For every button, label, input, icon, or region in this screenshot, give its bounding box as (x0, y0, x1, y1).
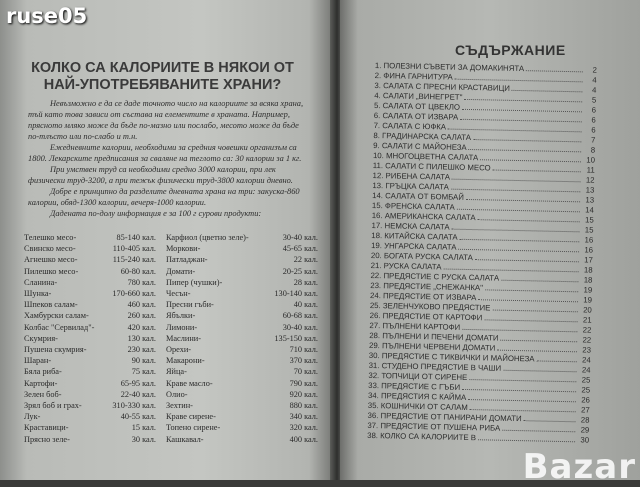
calorie-row (24, 254, 320, 265)
calorie-value: 22-40 кал. (120, 389, 156, 399)
calorie-row (24, 344, 320, 355)
toc-page-number: 13 (585, 185, 595, 195)
food-name: Краве сирене- (166, 412, 216, 422)
calorie-row (24, 310, 320, 321)
food-name: Домати- (166, 266, 196, 276)
calorie-value: 230 кал. (127, 345, 156, 355)
calories-title-line1: КОЛКО СА КАЛОРИИТЕ В НЯКОИ ОТ (31, 60, 294, 76)
toc-title: 25. ЗЕЛЕНЧУКОВО ПРЕДЯСТИЕ (369, 300, 491, 313)
toc-page-number: 23 (582, 345, 592, 355)
toc-page-number: 2 (592, 65, 597, 75)
calorie-value: 340 кал. (289, 412, 318, 422)
food-name: Кашкавал- (166, 434, 204, 444)
toc-page-number: 13 (585, 195, 595, 205)
calorie-value: 22 кал. (293, 255, 318, 265)
food-name: Картофи- (24, 378, 58, 388)
toc-leader-dots (484, 314, 577, 322)
toc-title: 21. РУСКА САЛАТА (370, 260, 442, 272)
calorie-row (24, 277, 320, 288)
toc-title: 29. ПЪЛНЕНИ ЧЕРВЕНИ ДОМАТИ (368, 340, 496, 353)
toc-page-number: 14 (585, 205, 595, 215)
toc-leader-dots (468, 394, 576, 402)
intro-paragraph: Невъзможно е да се даде точното число на калориите за всяка храна, тъй като това зависи от състава на елементите в храната. Например, прясното мляко може да бъде по-мазно или послабо, месото може да бъде по-тлъсто или по-слабо и т.н. (28, 99, 304, 141)
toc-title: 16. АМЕРИКАНСКА САЛАТА (371, 210, 476, 223)
calorie-value: 85-140 кал. (116, 233, 156, 242)
food-name: Пипер (чушки)- (166, 277, 223, 287)
toc-leader-dots (478, 214, 580, 222)
food-name: Моркови- (166, 244, 201, 254)
food-name: Телешко месо- (24, 233, 77, 242)
calories-title (30, 60, 295, 94)
toc-leader-dots (466, 194, 580, 202)
calorie-value: 110-405 кал. (112, 244, 156, 254)
toc-leader-dots (469, 374, 576, 382)
calorie-value: 75 кал. (131, 367, 156, 377)
calorie-row (24, 422, 320, 433)
calorie-value: 90 кал. (131, 356, 156, 366)
calorie-row (24, 366, 320, 377)
calorie-value: 170-660 кал. (112, 289, 156, 299)
food-name: Топено сирене- (166, 423, 221, 433)
toc-leader-dots (500, 335, 577, 343)
toc-page-number: 4 (592, 75, 597, 85)
calorie-table (24, 232, 320, 445)
food-name: Пилешко месо- (24, 266, 79, 276)
toc-page-number: 16 (584, 235, 594, 245)
toc-page-number: 27 (580, 405, 590, 415)
toc-page-number: 24 (582, 355, 591, 365)
food-name: Шунка- (24, 289, 52, 299)
watermark-top: ruse05 (6, 4, 88, 28)
food-name: Олио- (166, 389, 188, 399)
food-name: Хамбурски салам- (24, 311, 89, 321)
food-name: Яйца- (166, 367, 187, 377)
toc-page-number: 22 (582, 325, 592, 335)
calorie-value: 370 кал. (289, 356, 318, 366)
food-name: Краве масло- (166, 378, 213, 388)
calorie-row (24, 288, 320, 299)
food-name: Прясно зеле- (24, 434, 70, 444)
food-name: Краставици- (24, 423, 69, 433)
toc-page-number: 16 (584, 245, 594, 255)
calorie-value: 710 кал. (289, 345, 318, 355)
toc-title: 36. ПРЕДЯСТИЕ ОТ ПАНИРАНИ ДОМАТИ (367, 410, 522, 424)
calorie-value: 30-40 кал. (282, 233, 318, 242)
toc-title: 32. ТОПЧИЦИ ОТ СИРЕНЕ (368, 370, 468, 383)
food-name: Бяла риба- (24, 367, 62, 377)
calorie-row (24, 266, 320, 277)
toc-page-number: 17 (584, 255, 593, 265)
toc-page-number: 6 (591, 105, 597, 115)
toc-leader-dots (485, 284, 578, 292)
toc-leader-dots (470, 404, 576, 412)
toc-leader-dots (493, 164, 581, 172)
calorie-value: 790 кал. (289, 378, 318, 388)
calorie-value: 40-55 кал. (120, 412, 156, 422)
calorie-value: 20-25 кал. (282, 266, 318, 276)
calorie-value: 70 кал. (293, 367, 318, 377)
calorie-value: 30 кал. (131, 434, 156, 444)
toc-leader-dots (536, 355, 576, 362)
food-name: Макарони- (166, 356, 205, 366)
watermark-bottom: Bazar (522, 447, 636, 487)
toc-title: 35. КОШНИЧКИ ОТ САЛАМ (367, 400, 468, 413)
toc-title: 26. ПРЕДЯСТИЕ ОТ КАРТОФИ (369, 310, 483, 323)
toc-page-number: 25 (581, 375, 591, 385)
calorie-row (24, 434, 320, 445)
food-name: Свинско месо- (24, 244, 76, 254)
toc-page-number: 18 (583, 265, 593, 275)
toc-title: 18. КИТАЙСКА САЛАТА (371, 230, 458, 242)
toc-page-number: 15 (584, 225, 594, 235)
calorie-row (24, 400, 320, 411)
toc-title: 2. ФИНА ГАРНИТУРА (374, 70, 453, 82)
food-name: Агнешко месо- (24, 255, 78, 265)
toc-page-number: 18 (583, 275, 593, 285)
calorie-row (24, 243, 320, 254)
toc-leader-dots (503, 365, 576, 373)
toc-leader-dots (457, 204, 580, 213)
calorie-value: 40 кал. (293, 300, 318, 310)
toc-leader-dots (455, 74, 583, 83)
toc-leader-dots (460, 114, 582, 123)
calories-title-line2: НАЙ-УПОТРЕБЯВАНИТЕ ХРАНИ? (43, 77, 282, 93)
calorie-row (24, 411, 320, 422)
toc-title: 7. САЛАТА С ЮФКА (373, 120, 447, 132)
toc-page-number: 19 (583, 285, 593, 295)
food-name: Лук- (24, 412, 41, 422)
intro-paragraph: Добре е принципно да разделите дневната храна на три: закуска-860 калории, обяд-1300 калории, вечеря-1000 калории. (28, 187, 300, 207)
toc-page-number: 10 (586, 155, 596, 165)
food-name: Пушена скумрия- (24, 345, 87, 355)
table-of-contents (367, 61, 597, 446)
calorie-value: 45-65 кал. (282, 244, 318, 254)
food-name: Скумрия- (24, 333, 58, 343)
food-name: Орехи- (166, 345, 192, 355)
toc-page-number: 26 (581, 395, 591, 405)
calorie-row (24, 232, 320, 243)
calorie-value: 880 кал. (289, 401, 318, 411)
toc-title: 28. ПЪЛНЕНИ И ПЕЧЕНИ ДОМАТИ (369, 330, 499, 343)
toc-leader-dots (526, 65, 583, 72)
intro-paragraph: Дадената по-долу информация е за 100 г сурови продукти: (50, 209, 262, 218)
intro-paragraph: При умствен труд са необходими средно 3000 калории, при лек физически труд-3200, а при тежък физически труд-3800 калории дневно. (28, 165, 293, 185)
calorie-value: 60-68 кал. (282, 311, 318, 321)
toc-title: 10. МНОГОЦВЕТНА САЛАТА (372, 150, 479, 163)
toc-page-number: 12 (585, 175, 595, 185)
toc-title: 11. САЛАТИ С ПИЛЕШКО МЕСО (372, 160, 491, 173)
contents-title: СЪДЪРЖАНИЕ (455, 42, 566, 58)
food-name: Шаран- (24, 356, 52, 366)
toc-page-number: 24 (581, 365, 591, 375)
calorie-row (24, 322, 320, 333)
toc-title: 24. ПРЕДЯСТИЕ ОТ ИЗВАРА (369, 290, 477, 303)
calorie-value: 920 кал. (289, 389, 318, 399)
calorie-value: 130 кал. (127, 333, 156, 343)
toc-leader-dots (460, 234, 580, 243)
calorie-row (24, 333, 320, 344)
toc-leader-dots (464, 94, 582, 102)
calorie-value: 400 кал. (289, 434, 318, 444)
toc-leader-dots (462, 384, 576, 392)
toc-page-number: 6 (591, 125, 596, 135)
food-name: Чесън- (166, 289, 191, 299)
food-name: Карфиол (цветно зеле)- (166, 233, 249, 242)
calorie-value: 28 кал. (293, 277, 318, 287)
food-name: Лимони- (166, 322, 198, 332)
toc-page-number: 20 (583, 305, 592, 315)
calorie-value: 260 кал. (127, 311, 156, 321)
toc-page-number: 15 (584, 215, 594, 225)
toc-leader-dots (480, 154, 581, 162)
toc-title: 6. САЛАТА ОТ ИЗВАРА (373, 110, 459, 122)
toc-title: 37. ПРЕДЯСТИЕ ОТ ПУШЕНА РИБА (367, 420, 501, 433)
toc-leader-dots (512, 85, 583, 92)
toc-leader-dots (478, 434, 575, 442)
food-name: Сланина- (24, 277, 58, 287)
toc-leader-dots (502, 425, 575, 433)
calorie-value: 420 кал. (127, 322, 156, 332)
toc-leader-dots (475, 254, 579, 262)
toc-title: 12. РИБЕНА САЛАТА (372, 170, 451, 182)
food-name: Зелен боб- (24, 389, 62, 399)
food-name: Маслини- (166, 333, 201, 343)
toc-page-number: 8 (590, 145, 596, 155)
toc-leader-dots (462, 324, 577, 332)
toc-title: 38. КОЛКО СА КАЛОРИИТЕ В (367, 430, 477, 443)
toc-title: 19. УНГАРСКА САЛАТА (371, 240, 457, 252)
calorie-value: 320 кал. (289, 423, 318, 433)
toc-leader-dots (469, 144, 582, 152)
calorie-value: 135-150 кал. (274, 333, 318, 343)
toc-title: 4. САЛАТИ „ВИНЕГРЕТ" (374, 90, 463, 102)
toc-title: 14. САЛАТА ОТ БОМБАЙ (372, 190, 465, 202)
toc-leader-dots (448, 124, 582, 133)
toc-leader-dots (451, 184, 581, 193)
toc-page-number: 21 (582, 315, 592, 325)
calorie-value: 30-40 кал. (282, 322, 318, 332)
calorie-value: 130-140 кал. (274, 289, 318, 299)
food-name: Шпеков салам- (24, 300, 78, 310)
toc-leader-dots (462, 104, 582, 113)
food-name: Патладжан- (166, 255, 208, 265)
toc-title: 30. ПРЕДЯСТИЕ С ТИКВИЧКИ И МАЙОНЕЗА (368, 350, 535, 364)
toc-page-number: 4 (592, 85, 597, 95)
toc-page-number: 28 (580, 415, 590, 425)
toc-page-number: 5 (591, 95, 597, 105)
toc-title: 9. САЛАТИ С МАЙОНЕЗА (373, 140, 467, 152)
toc-leader-dots (524, 415, 576, 422)
toc-title: 20. БОГАТА РУСКА САЛАТА (370, 250, 474, 263)
toc-page-number: 11 (586, 165, 595, 175)
toc-title: 34. ПРЕДЯСТИЯ С КАЙМА (367, 390, 467, 402)
toc-title: 5. САЛАТА ОТ ЦВЕКЛО (373, 100, 461, 112)
toc-title: 17. НЕМСКА САЛАТА (371, 220, 450, 232)
toc-leader-dots (458, 244, 579, 253)
toc-title: 15. ФРЕНСКА САЛАТА (371, 200, 455, 212)
calorie-row (24, 378, 320, 389)
toc-leader-dots (492, 305, 578, 313)
toc-page-number: 29 (580, 425, 590, 435)
toc-leader-dots (473, 134, 581, 142)
toc-title: 31. СТУДЕНО ПРЕДЯСТИЕ В ЧАШИ (368, 360, 502, 373)
toc-leader-dots (452, 224, 580, 233)
toc-page-number: 6 (591, 115, 596, 125)
calorie-row (24, 299, 320, 310)
toc-page-number: 22 (582, 335, 592, 345)
toc-title: 1. ПОЛЕЗНИ СЪВЕТИ ЗА ДОМАКИНЯТА (374, 61, 525, 74)
intro-text (28, 98, 306, 219)
calorie-row (24, 355, 320, 366)
toc-title: 3. САЛАТА С ПРЕСНИ КРАСТАВИЦИ (374, 80, 510, 93)
food-name: Колбас "Сервилад"- (24, 322, 95, 332)
toc-leader-dots (452, 174, 581, 183)
toc-title: 23. ПРЕДЯСТИЕ „СНЕЖАНКА" (370, 280, 483, 293)
calorie-value: 460 кал. (127, 300, 156, 310)
food-name: Зрял боб и грах- (24, 401, 82, 411)
toc-title: 8. ГРАДИНАРСКА САЛАТА (373, 130, 472, 143)
toc-page-number: 30 (580, 435, 590, 445)
food-name: Зехтин- (166, 401, 193, 411)
toc-leader-dots (497, 345, 577, 353)
calorie-value: 60-80 кал. (120, 266, 156, 276)
toc-title: 22. ПРЕДЯСТИЕ С РУСКА САЛАТА (370, 270, 500, 283)
toc-title: 33. ПРЕДЯСТИЕ С ГЪБИ (368, 380, 461, 392)
intro-paragraph: Ежедневните калории, необходими за средния човешки организъм са 1800. Лекарските предписания за сваляне на теглото са: 30 калории за 1 кг. (28, 143, 302, 163)
calorie-value: 65-95 кал. (120, 378, 156, 388)
calorie-value: 780 кал. (127, 277, 156, 287)
toc-title: 27. ПЪЛНЕНИ КАРТОФИ (369, 320, 461, 332)
calorie-value: 115-240 кал. (112, 255, 156, 265)
toc-leader-dots (443, 263, 578, 272)
calorie-value: 310-330 кал. (112, 401, 156, 411)
food-name: Ябълки- (166, 311, 196, 321)
toc-page-number: 25 (581, 385, 591, 395)
food-name: Пресни гъби- (166, 300, 214, 310)
toc-leader-dots (478, 294, 578, 302)
calorie-row (24, 389, 320, 400)
toc-page-number: 19 (583, 295, 593, 305)
toc-page-number: 7 (590, 135, 596, 145)
toc-leader-dots (501, 275, 579, 283)
toc-title: 13. ГРЪЦКА САЛАТА (372, 180, 450, 192)
calorie-value: 15 кал. (131, 423, 156, 433)
